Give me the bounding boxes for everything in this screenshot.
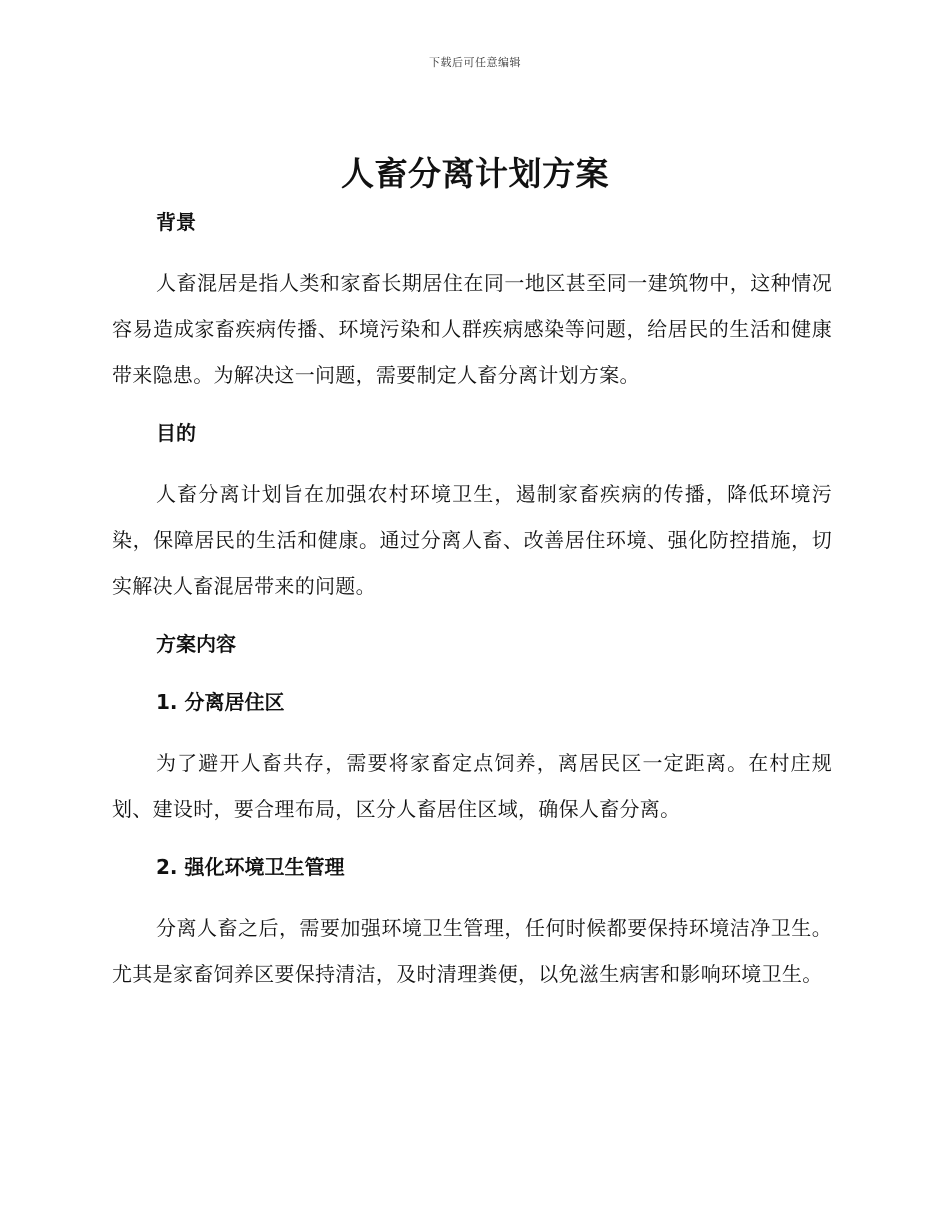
paragraph-purpose: 人畜分离计划旨在加强农村环境卫生，遏制家畜疾病的传播，降低环境污染，保障居民的生活和健康。通过分离人畜、改善居住环境、强化防控措施，切实解决人畜混居带来的问题。 (112, 482, 832, 598)
document-title: 人畜分离计划方案 (341, 154, 609, 193)
heading-environment-management: 2. 强化环境卫生管理 (156, 855, 345, 879)
paragraph-separate-residence: 为了避开人畜共存，需要将家畜定点饲养，离居民区一定距离。在村庄规划、建设时，要合理布局，区分人畜居住区域，确保人畜分离。 (112, 751, 832, 821)
paragraph-background: 人畜混居是指人类和家畜长期居住在同一地区甚至同一建筑物中，这种情况容易造成家畜疾病传播、环境污染和人群疾病感染等问题，给居民的生活和健康带来隐患。为解决这一问题，需要制定人畜分离计划方案。 (112, 271, 832, 387)
heading-background: 背景 (156, 210, 196, 234)
heading-plan-content: 方案内容 (156, 632, 236, 656)
paragraph-environment-management: 分离人畜之后，需要加强环境卫生管理，任何时候都要保持环境洁净卫生。尤其是家畜饲养区要保持清洁，及时清理粪便，以免滋生病害和影响环境卫生。 (112, 916, 832, 986)
header-note: 下载后可任意编辑 (429, 56, 521, 69)
heading-purpose: 目的 (156, 421, 196, 445)
document-body (112, 206, 832, 997)
heading-separate-residence: 1. 分离居住区 (156, 690, 285, 714)
